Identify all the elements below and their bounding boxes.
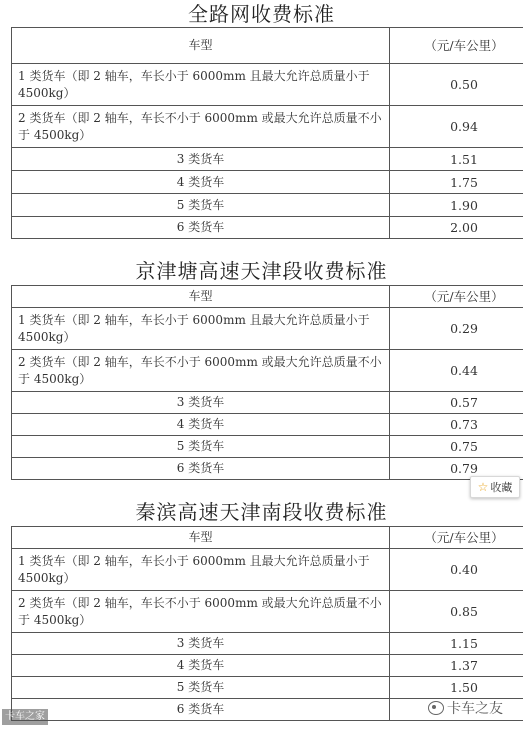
table-row bbox=[12, 392, 523, 414]
fee-table-3 bbox=[11, 526, 523, 721]
vehicle-type-cell: 2 类货车（即 2 轴车，车长不小于 6000mm 或最大允许总质量不小于 4500kg） bbox=[12, 350, 390, 392]
rate-cell: 1.37 bbox=[390, 655, 523, 677]
fee-table-2 bbox=[11, 285, 523, 480]
table-row bbox=[12, 655, 523, 677]
table-row bbox=[12, 148, 523, 171]
rate-cell: 0.94 bbox=[390, 106, 523, 148]
table-header-row bbox=[12, 286, 523, 308]
section-title-1: 全路网收费标准 bbox=[188, 2, 335, 26]
section-title-2: 京津塘高速天津段收费标准 bbox=[135, 259, 388, 283]
header-rate-unit: （元/车公里） bbox=[390, 286, 523, 308]
table-header-row bbox=[12, 527, 523, 549]
table-row bbox=[12, 64, 523, 106]
rate-cell: 0.29 bbox=[390, 308, 523, 350]
table-header-row bbox=[12, 28, 523, 64]
vehicle-type-cell: 3 类货车 bbox=[12, 633, 390, 655]
rate-cell: 0.50 bbox=[390, 64, 523, 106]
rate-cell: 1.75 bbox=[390, 171, 523, 194]
vehicle-type-cell: 2 类货车（即 2 轴车，车长不小于 6000mm 或最大允许总质量不小于 4500kg） bbox=[12, 591, 390, 633]
header-rate-unit: （元/车公里） bbox=[390, 527, 523, 549]
table-row bbox=[12, 677, 523, 699]
vehicle-type-cell: 5 类货车 bbox=[12, 194, 390, 217]
table-row bbox=[12, 414, 523, 436]
rate-cell: 0.40 bbox=[390, 549, 523, 591]
table-row bbox=[12, 171, 523, 194]
vehicle-type-cell: 6 类货车 bbox=[12, 458, 390, 480]
rate-cell: 0.57 bbox=[390, 392, 523, 414]
rate-cell: 1.90 bbox=[390, 194, 523, 217]
section-title-3: 秦滨高速天津南段收费标准 bbox=[135, 500, 388, 524]
watermark-left: 卡车之家 bbox=[2, 709, 48, 725]
table-row bbox=[12, 591, 523, 633]
table-row bbox=[12, 106, 523, 148]
rate-cell: 1.50 bbox=[390, 677, 523, 699]
header-vehicle-type: 车型 bbox=[12, 286, 390, 308]
watermark-right-text: 卡车之友 bbox=[447, 701, 503, 717]
vehicle-type-cell: 3 类货车 bbox=[12, 148, 390, 171]
favorite-button[interactable] bbox=[470, 476, 520, 498]
rate-cell: 0.44 bbox=[390, 350, 523, 392]
table-row bbox=[12, 308, 523, 350]
table-row bbox=[12, 633, 523, 655]
fee-table-1 bbox=[11, 27, 523, 239]
rate-cell: 0.79 bbox=[390, 458, 523, 480]
table-row bbox=[12, 350, 523, 392]
vehicle-type-cell: 1 类货车（即 2 轴车，车长小于 6000mm 且最大允许总质量小于 4500kg） bbox=[12, 64, 390, 106]
table-row bbox=[12, 436, 523, 458]
table-row bbox=[12, 549, 523, 591]
watermark-right bbox=[428, 697, 503, 719]
rate-cell: 0.75 bbox=[390, 436, 523, 458]
vehicle-type-cell: 1 类货车（即 2 轴车，车长小于 6000mm 且最大允许总质量小于 4500kg） bbox=[12, 549, 390, 591]
table-row bbox=[12, 458, 523, 480]
rate-cell: 1.15 bbox=[390, 633, 523, 655]
wechat-icon bbox=[428, 701, 444, 715]
table-row bbox=[12, 194, 523, 217]
vehicle-type-cell: 4 类货车 bbox=[12, 655, 390, 677]
vehicle-type-cell: 4 类货车 bbox=[12, 414, 390, 436]
rate-cell: 2.00 bbox=[390, 217, 523, 239]
vehicle-type-cell: 4 类货车 bbox=[12, 171, 390, 194]
vehicle-type-cell: 6 类货车 bbox=[12, 217, 390, 239]
table-row bbox=[12, 217, 523, 239]
vehicle-type-cell: 5 类货车 bbox=[12, 436, 390, 458]
vehicle-type-cell: 2 类货车（即 2 轴车，车长不小于 6000mm 或最大允许总质量不小于 4500kg） bbox=[12, 106, 390, 148]
rate-cell: 0.73 bbox=[390, 414, 523, 436]
vehicle-type-cell: 1 类货车（即 2 轴车，车长小于 6000mm 且最大允许总质量小于 4500kg） bbox=[12, 308, 390, 350]
header-rate-unit: （元/车公里） bbox=[390, 28, 523, 64]
rate-cell: 0.85 bbox=[390, 591, 523, 633]
vehicle-type-cell: 5 类货车 bbox=[12, 677, 390, 699]
header-vehicle-type: 车型 bbox=[12, 28, 390, 64]
rate-cell: 1.51 bbox=[390, 148, 523, 171]
star-icon: ☆ bbox=[477, 480, 489, 494]
favorite-label: 收藏 bbox=[490, 481, 513, 494]
header-vehicle-type: 车型 bbox=[12, 527, 390, 549]
vehicle-type-cell: 6 类货车 bbox=[12, 699, 390, 721]
vehicle-type-cell: 3 类货车 bbox=[12, 392, 390, 414]
